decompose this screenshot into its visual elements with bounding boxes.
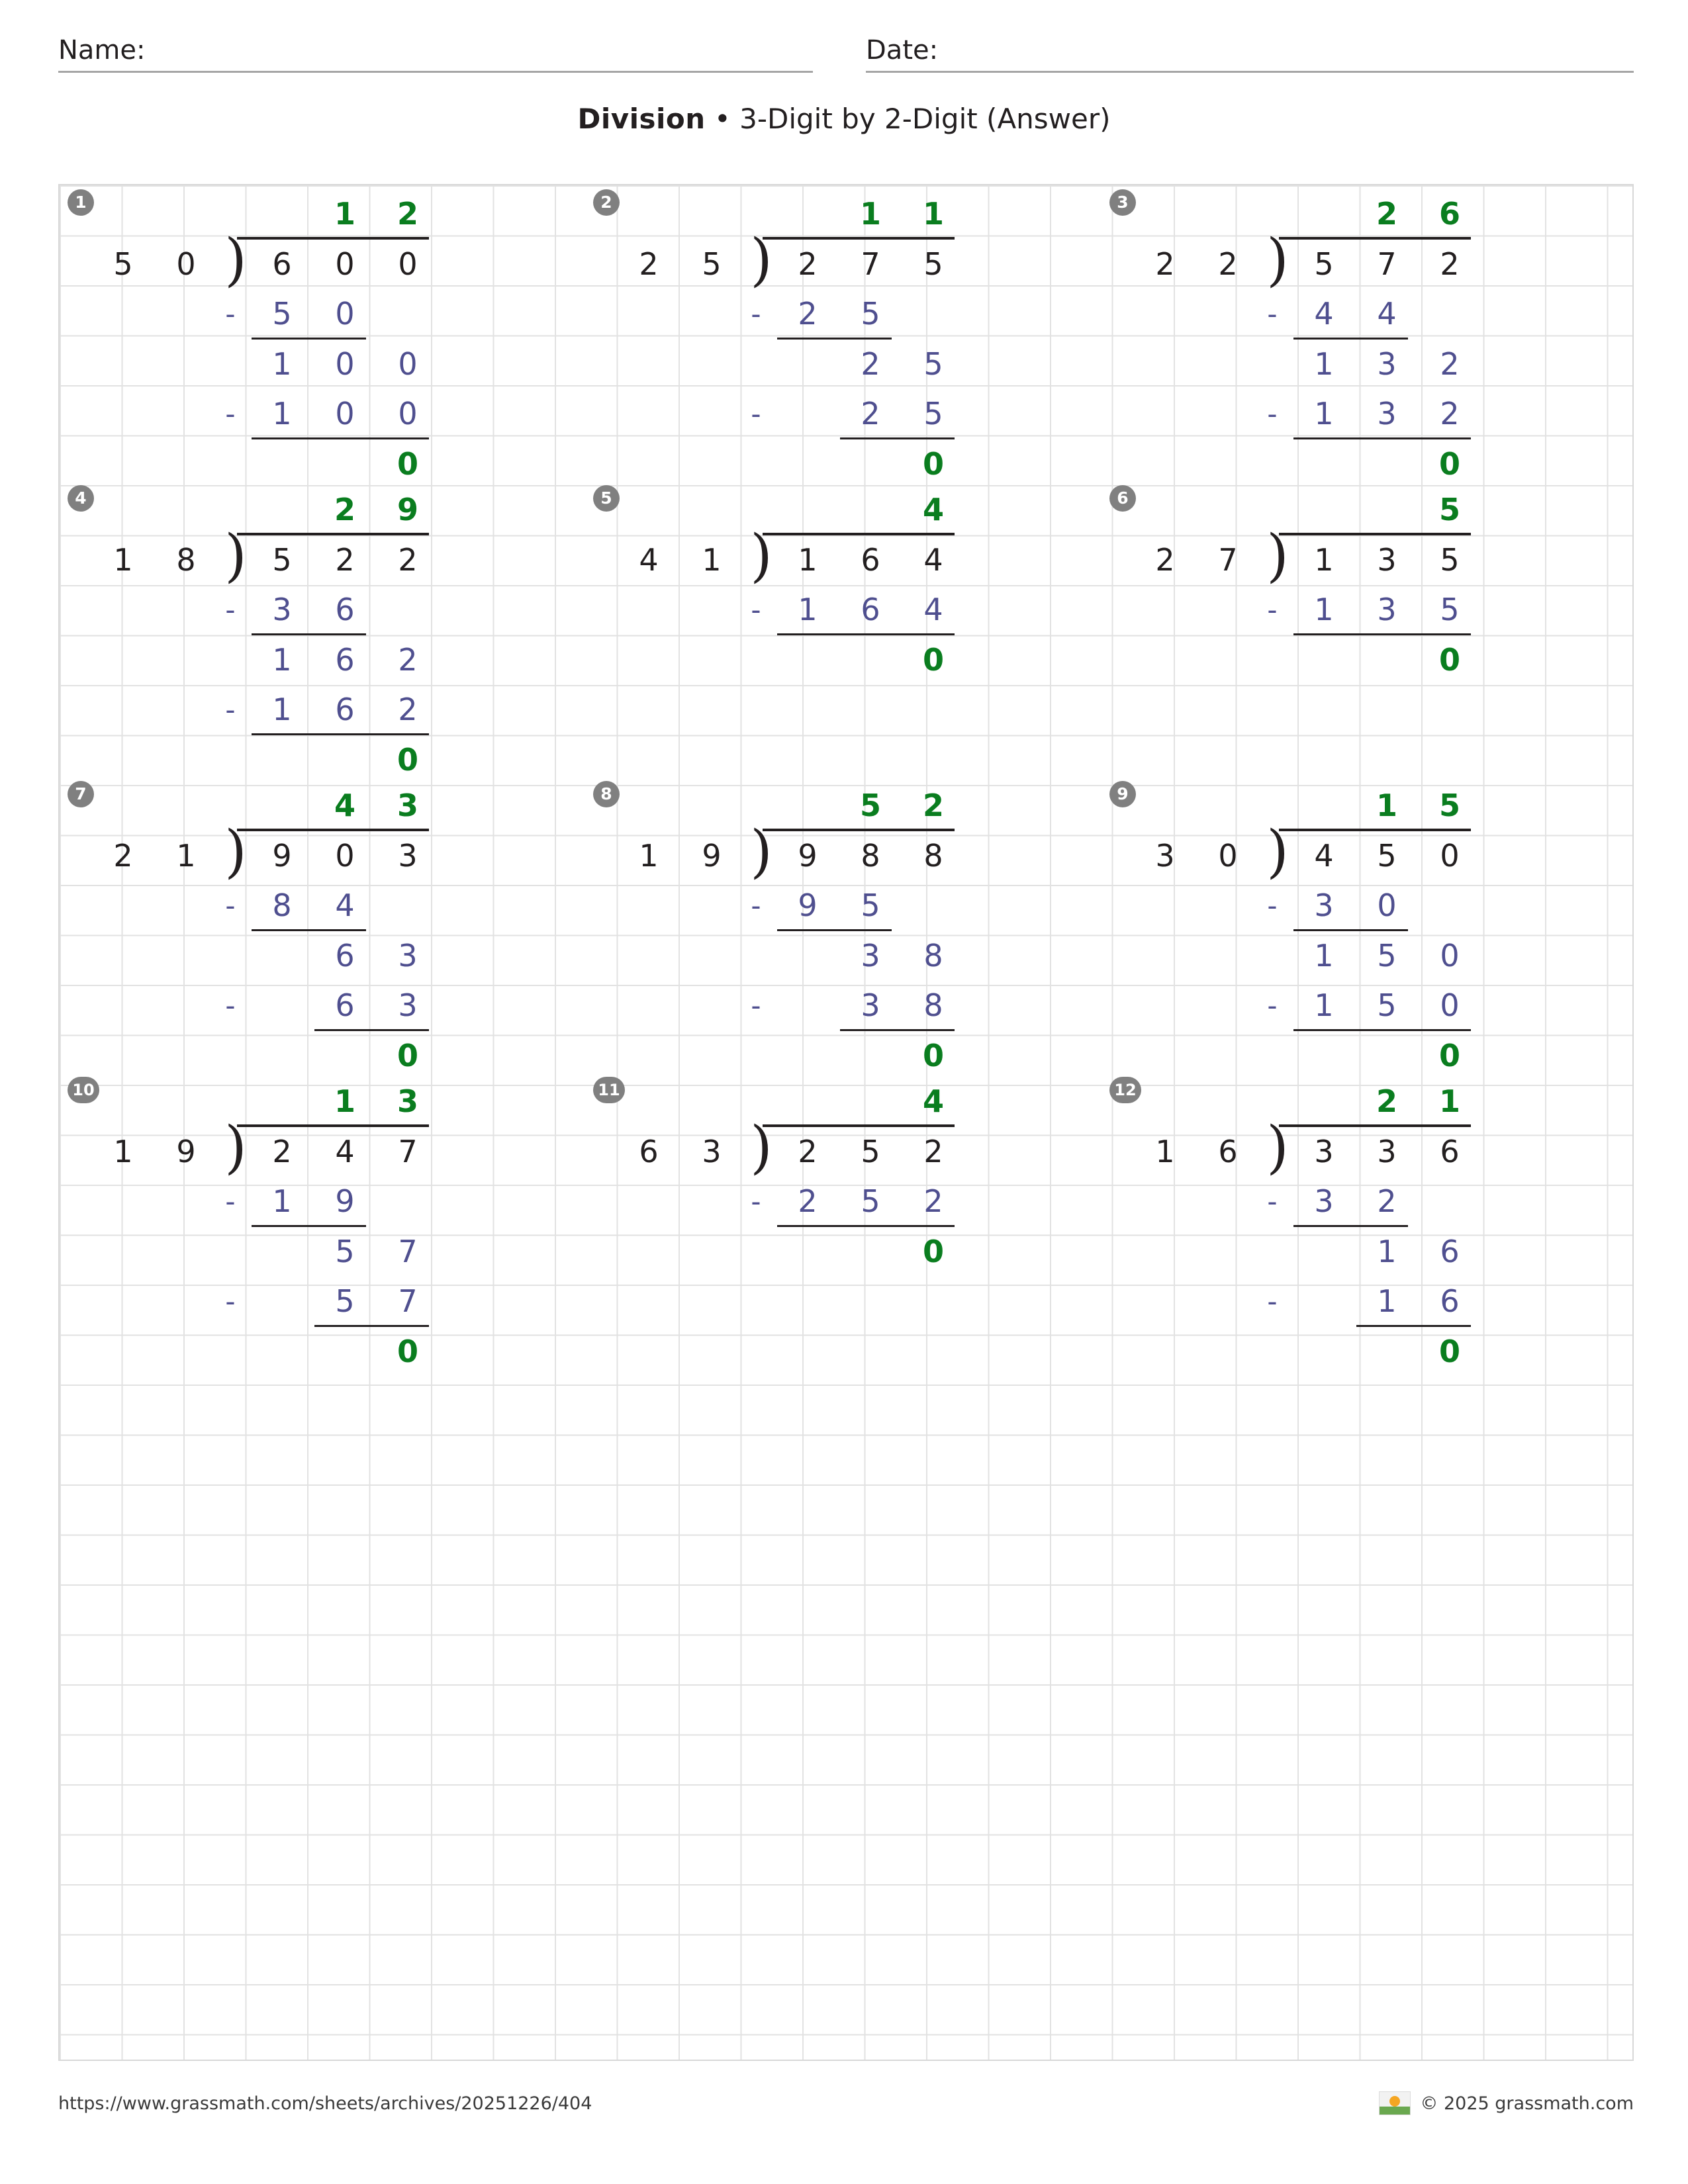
minus-sign: - bbox=[225, 889, 236, 922]
work-digit: 3 bbox=[398, 937, 418, 974]
remainder-digit: 0 bbox=[1438, 1333, 1460, 1369]
work-digit: 4 bbox=[1377, 296, 1397, 332]
quotient-digit: 1 bbox=[1376, 788, 1397, 823]
minus-sign: - bbox=[225, 989, 236, 1022]
dividend-digit: 8 bbox=[923, 837, 943, 874]
divisor-digit: 8 bbox=[176, 541, 196, 578]
problem-number-badge: 9 bbox=[1109, 781, 1136, 807]
minus-sign: - bbox=[751, 298, 761, 330]
dividend-digit: 7 bbox=[398, 1133, 418, 1169]
dividend-digit: 6 bbox=[861, 541, 880, 578]
minus-sign: - bbox=[225, 1185, 236, 1218]
work-digit: 0 bbox=[1377, 887, 1397, 923]
remainder-digit: 0 bbox=[922, 445, 944, 482]
divisor-digit: 1 bbox=[176, 837, 196, 874]
quotient-digit: 5 bbox=[1438, 492, 1460, 527]
work-digit: 5 bbox=[1440, 592, 1460, 627]
dividend-digit: 3 bbox=[1314, 1133, 1334, 1169]
date-label: Date: bbox=[866, 35, 939, 66]
divisor-digit: 5 bbox=[113, 246, 133, 282]
dividend-digit: 5 bbox=[1314, 246, 1334, 282]
minus-sign: - bbox=[1267, 1285, 1278, 1318]
minus-sign: - bbox=[1267, 398, 1278, 430]
division-bracket-icon: ) bbox=[224, 818, 247, 885]
work-digit: 5 bbox=[861, 1183, 880, 1219]
quotient-digit: 1 bbox=[922, 196, 944, 232]
dividend-digit: 1 bbox=[798, 541, 818, 578]
work-digit: 6 bbox=[335, 692, 355, 727]
divisor-digit: 2 bbox=[113, 837, 133, 874]
work-digit: 4 bbox=[1314, 296, 1334, 332]
work-digit: 1 bbox=[272, 1183, 292, 1219]
dividend-digit: 3 bbox=[1377, 541, 1397, 578]
quotient-digit: 2 bbox=[397, 196, 418, 232]
work-digit: 4 bbox=[335, 887, 355, 923]
divisor-digit: 0 bbox=[1218, 837, 1238, 874]
work-digit: 7 bbox=[398, 1233, 418, 1269]
work-digit: 1 bbox=[272, 641, 292, 678]
work-digit: 5 bbox=[923, 396, 943, 432]
problem-number-badge: 4 bbox=[68, 485, 94, 512]
work-digit: 3 bbox=[861, 937, 880, 974]
remainder-digit: 0 bbox=[922, 1233, 944, 1269]
minus-sign: - bbox=[751, 398, 761, 430]
page-title bbox=[0, 103, 1688, 135]
minus-sign: - bbox=[225, 298, 236, 330]
date-field[interactable] bbox=[866, 30, 1634, 73]
division-bracket-icon: ) bbox=[1266, 522, 1289, 589]
work-digit: 1 bbox=[1314, 592, 1334, 627]
dividend-digit: 1 bbox=[1314, 541, 1334, 578]
work-digit: 2 bbox=[1440, 396, 1460, 432]
work-digit: 1 bbox=[1377, 1283, 1397, 1319]
minus-sign: - bbox=[751, 889, 761, 922]
dividend-digit: 5 bbox=[1440, 541, 1460, 578]
division-bracket-icon: ) bbox=[224, 1114, 247, 1181]
work-digit: 6 bbox=[1440, 1283, 1460, 1319]
work-digit: 0 bbox=[1440, 937, 1460, 974]
work-digit: 8 bbox=[923, 937, 943, 974]
dividend-digit: 2 bbox=[923, 1133, 943, 1169]
divisor-digit: 5 bbox=[702, 246, 722, 282]
work-digit: 1 bbox=[798, 592, 818, 627]
quotient-digit: 1 bbox=[1438, 1083, 1460, 1119]
remainder-digit: 0 bbox=[397, 1037, 418, 1073]
work-digit: 2 bbox=[798, 296, 818, 332]
problem-number-badge: 6 bbox=[1109, 485, 1136, 512]
problem-number-badge: 3 bbox=[1109, 189, 1136, 216]
quotient-digit: 4 bbox=[922, 492, 944, 527]
quotient-digit: 2 bbox=[1376, 1083, 1397, 1119]
work-digit: 5 bbox=[861, 887, 880, 923]
dividend-digit: 2 bbox=[398, 541, 418, 578]
work-digit: 6 bbox=[335, 987, 355, 1023]
remainder-digit: 0 bbox=[1438, 641, 1460, 678]
dividend-digit: 5 bbox=[861, 1133, 880, 1169]
minus-sign: - bbox=[1267, 298, 1278, 330]
problem-number-badge: 12 bbox=[1109, 1077, 1141, 1103]
work-digit: 3 bbox=[1377, 396, 1397, 432]
minus-sign: - bbox=[1267, 1185, 1278, 1218]
work-digit: 3 bbox=[1314, 887, 1334, 923]
quotient-digit: 1 bbox=[859, 196, 881, 232]
work-digit: 1 bbox=[1314, 345, 1334, 382]
remainder-digit: 0 bbox=[397, 445, 418, 482]
work-digit: 5 bbox=[1377, 937, 1397, 974]
minus-sign: - bbox=[751, 989, 761, 1022]
dividend-digit: 4 bbox=[1314, 837, 1334, 874]
work-digit: 8 bbox=[923, 987, 943, 1023]
division-bracket-icon: ) bbox=[224, 522, 247, 589]
divisor-digit: 6 bbox=[639, 1133, 659, 1169]
dividend-digit: 5 bbox=[1377, 837, 1397, 874]
problem-grid bbox=[58, 184, 1634, 2061]
remainder-digit: 0 bbox=[397, 1333, 418, 1369]
divisor-digit: 6 bbox=[1218, 1133, 1238, 1169]
work-digit: 8 bbox=[272, 887, 292, 923]
quotient-digit: 3 bbox=[397, 1083, 418, 1119]
dividend-digit: 9 bbox=[272, 837, 292, 874]
problem-number-badge: 5 bbox=[593, 485, 620, 512]
divisor-digit: 3 bbox=[702, 1133, 722, 1169]
title-sub: • 3-Digit by 2-Digit (Answer) bbox=[714, 103, 1111, 135]
work-digit: 2 bbox=[861, 396, 880, 432]
work-digit: 0 bbox=[398, 396, 418, 432]
divisor-digit: 2 bbox=[1218, 246, 1238, 282]
problem-number-badge: 8 bbox=[593, 781, 620, 807]
remainder-digit: 0 bbox=[1438, 1037, 1460, 1073]
problem-number-badge: 1 bbox=[68, 189, 94, 216]
divisor-digit: 3 bbox=[1155, 837, 1175, 874]
work-digit: 0 bbox=[398, 345, 418, 382]
dividend-digit: 7 bbox=[1377, 246, 1397, 282]
division-bracket-icon: ) bbox=[750, 226, 773, 293]
divisor-digit: 9 bbox=[702, 837, 722, 874]
work-digit: 5 bbox=[1377, 987, 1397, 1023]
minus-sign: - bbox=[225, 398, 236, 430]
quotient-digit: 5 bbox=[859, 788, 881, 823]
quotient-digit: 2 bbox=[922, 788, 944, 823]
minus-sign: - bbox=[1267, 594, 1278, 626]
quotient-digit: 5 bbox=[1438, 788, 1460, 823]
remainder-digit: 0 bbox=[922, 641, 944, 678]
work-digit: 0 bbox=[335, 296, 355, 332]
work-digit: 6 bbox=[335, 937, 355, 974]
work-digit: 5 bbox=[923, 345, 943, 382]
work-digit: 2 bbox=[861, 345, 880, 382]
work-digit: 9 bbox=[798, 887, 818, 923]
problem-number-badge: 11 bbox=[593, 1077, 625, 1103]
work-digit: 2 bbox=[1440, 345, 1460, 382]
work-digit: 3 bbox=[398, 987, 418, 1023]
dividend-digit: 5 bbox=[923, 246, 943, 282]
quotient-digit: 6 bbox=[1438, 196, 1460, 232]
dividend-digit: 3 bbox=[1377, 1133, 1397, 1169]
work-digit: 7 bbox=[398, 1283, 418, 1319]
footer-url[interactable]: https://www.grassmath.com/sheets/archives/20251226/404 bbox=[58, 2093, 592, 2114]
work-digit: 1 bbox=[272, 345, 292, 382]
problem-number-badge: 2 bbox=[593, 189, 620, 216]
divisor-digit: 2 bbox=[639, 246, 659, 282]
divisor-digit: 7 bbox=[1218, 541, 1238, 578]
dividend-digit: 2 bbox=[798, 246, 818, 282]
division-bracket-icon: ) bbox=[1266, 1114, 1289, 1181]
quotient-digit: 4 bbox=[334, 788, 355, 823]
divisor-digit: 1 bbox=[113, 1133, 133, 1169]
dividend-digit: 0 bbox=[335, 837, 355, 874]
work-digit: 2 bbox=[923, 1183, 943, 1219]
divisor-digit: 2 bbox=[1155, 246, 1175, 282]
division-bracket-icon: ) bbox=[750, 1114, 773, 1181]
divisor-digit: 0 bbox=[176, 246, 196, 282]
dividend-digit: 7 bbox=[861, 246, 880, 282]
quotient-digit: 4 bbox=[922, 1083, 944, 1119]
name-field[interactable] bbox=[58, 30, 813, 73]
dividend-digit: 4 bbox=[923, 541, 943, 578]
work-digit: 6 bbox=[861, 592, 880, 627]
work-digit: 9 bbox=[335, 1183, 355, 1219]
divisor-digit: 1 bbox=[702, 541, 722, 578]
work-digit: 1 bbox=[272, 692, 292, 727]
divisor-digit: 1 bbox=[639, 837, 659, 874]
work-digit: 3 bbox=[861, 987, 880, 1023]
work-digit: 2 bbox=[398, 641, 418, 678]
work-digit: 5 bbox=[861, 296, 880, 332]
division-bracket-icon: ) bbox=[224, 226, 247, 293]
work-digit: 1 bbox=[1314, 396, 1334, 432]
dividend-digit: 2 bbox=[1440, 246, 1460, 282]
dividend-digit: 0 bbox=[1440, 837, 1460, 874]
divisor-digit: 1 bbox=[113, 541, 133, 578]
work-digit: 1 bbox=[1314, 987, 1334, 1023]
dividend-digit: 6 bbox=[1440, 1133, 1460, 1169]
dividend-digit: 9 bbox=[798, 837, 818, 874]
dividend-digit: 5 bbox=[272, 541, 292, 578]
quotient-digit: 1 bbox=[334, 196, 355, 232]
minus-sign: - bbox=[225, 1285, 236, 1318]
divisor-digit: 4 bbox=[639, 541, 659, 578]
title-main: Division bbox=[577, 103, 706, 135]
work-digit: 6 bbox=[335, 641, 355, 678]
footer bbox=[58, 2091, 1634, 2115]
minus-sign: - bbox=[225, 594, 236, 626]
divisor-digit: 1 bbox=[1155, 1133, 1175, 1169]
dividend-digit: 2 bbox=[272, 1133, 292, 1169]
footer-right bbox=[1379, 2091, 1634, 2115]
remainder-digit: 0 bbox=[922, 1037, 944, 1073]
dividend-digit: 0 bbox=[398, 246, 418, 282]
work-digit: 3 bbox=[1377, 592, 1397, 627]
division-bracket-icon: ) bbox=[1266, 818, 1289, 885]
dividend-digit: 2 bbox=[798, 1133, 818, 1169]
divisor-digit: 2 bbox=[1155, 541, 1175, 578]
quotient-digit: 9 bbox=[397, 492, 418, 527]
minus-sign: - bbox=[751, 594, 761, 626]
division-bracket-icon: ) bbox=[750, 522, 773, 589]
sun-grass-logo-icon bbox=[1379, 2091, 1411, 2115]
dividend-digit: 3 bbox=[398, 837, 418, 874]
problem-number-badge: 7 bbox=[68, 781, 94, 807]
dividend-digit: 6 bbox=[272, 246, 292, 282]
work-digit: 3 bbox=[1314, 1183, 1334, 1219]
work-digit: 4 bbox=[923, 592, 943, 627]
remainder-digit: 0 bbox=[397, 741, 418, 778]
quotient-digit: 1 bbox=[334, 1083, 355, 1119]
work-digit: 3 bbox=[272, 592, 292, 627]
work-digit: 6 bbox=[1440, 1233, 1460, 1269]
quotient-digit: 3 bbox=[397, 788, 418, 823]
work-digit: 5 bbox=[335, 1283, 355, 1319]
work-digit: 1 bbox=[1314, 937, 1334, 974]
minus-sign: - bbox=[225, 694, 236, 726]
work-digit: 3 bbox=[1377, 345, 1397, 382]
work-digit: 1 bbox=[1377, 1233, 1397, 1269]
work-digit: 0 bbox=[1440, 987, 1460, 1023]
remainder-digit: 0 bbox=[1438, 445, 1460, 482]
minus-sign: - bbox=[1267, 989, 1278, 1022]
work-digit: 5 bbox=[335, 1233, 355, 1269]
work-digit: 6 bbox=[335, 592, 355, 627]
dividend-digit: 0 bbox=[335, 246, 355, 282]
header bbox=[58, 26, 1634, 73]
dividend-digit: 8 bbox=[861, 837, 880, 874]
work-digit: 5 bbox=[272, 296, 292, 332]
minus-sign: - bbox=[1267, 889, 1278, 922]
work-digit: 2 bbox=[1377, 1183, 1397, 1219]
work-digit: 2 bbox=[398, 692, 418, 727]
work-digit: 1 bbox=[272, 396, 292, 432]
problem-number-badge: 10 bbox=[68, 1077, 99, 1103]
work-digit: 2 bbox=[798, 1183, 818, 1219]
quotient-digit: 2 bbox=[334, 492, 355, 527]
name-label: Name: bbox=[58, 35, 146, 66]
dividend-digit: 2 bbox=[335, 541, 355, 578]
division-bracket-icon: ) bbox=[1266, 226, 1289, 293]
work-digit: 0 bbox=[335, 345, 355, 382]
minus-sign: - bbox=[751, 1185, 761, 1218]
division-bracket-icon: ) bbox=[750, 818, 773, 885]
quotient-digit: 2 bbox=[1376, 196, 1397, 232]
footer-copyright: © 2025 grassmath.com bbox=[1420, 2093, 1634, 2114]
dividend-digit: 4 bbox=[335, 1133, 355, 1169]
work-digit: 0 bbox=[335, 396, 355, 432]
divisor-digit: 9 bbox=[176, 1133, 196, 1169]
